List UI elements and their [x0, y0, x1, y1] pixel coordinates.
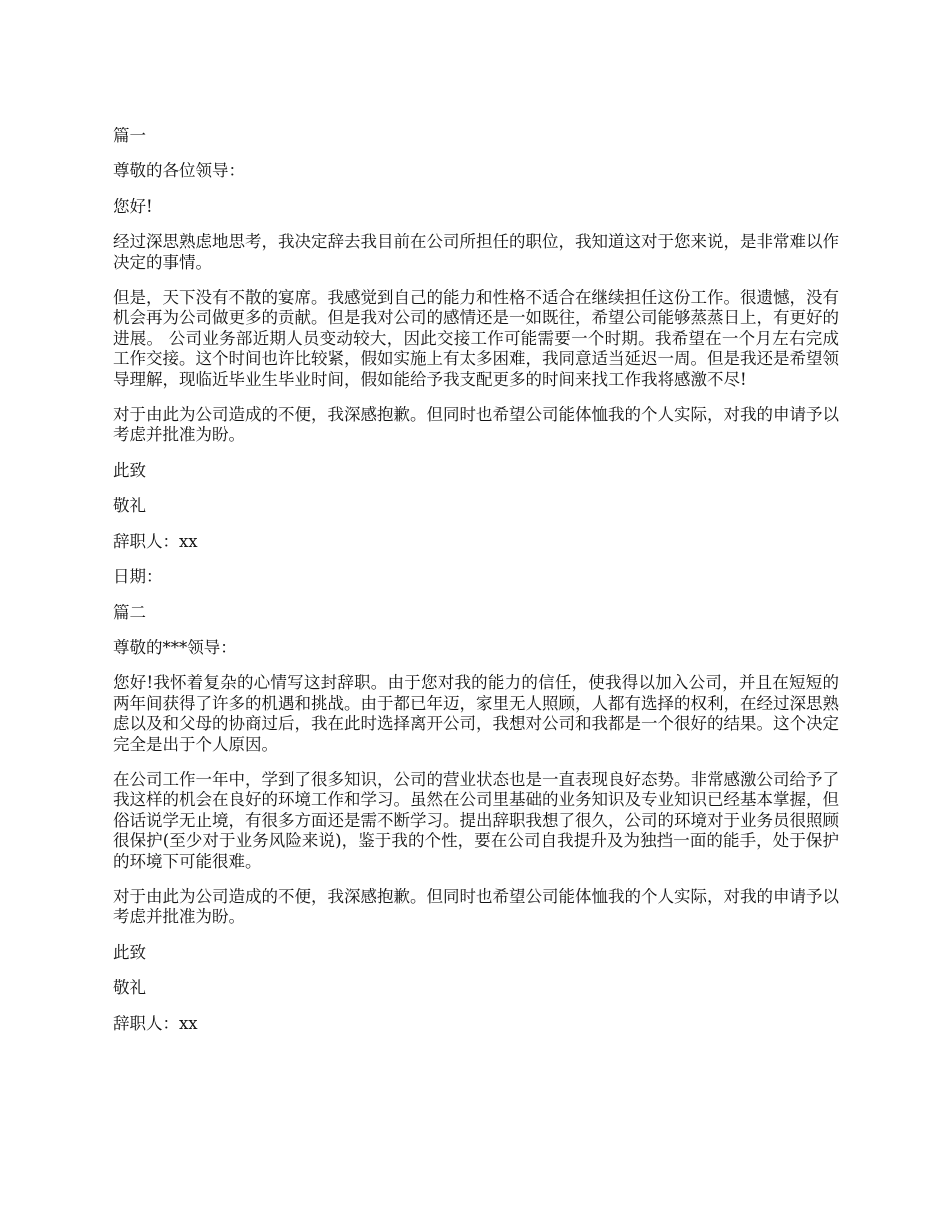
letter1-salutation: 尊敬的各位领导：	[113, 161, 245, 181]
letter1-date: 日期：	[113, 567, 163, 587]
letter1-paragraph-1: 经过深思熟虑地思考，我决定辞去我目前在公司所担任的职位，我知道这对于您来说，是非常难以作决定的事情。	[113, 232, 839, 272]
letter1-paragraph-3: 对于由此为公司造成的不便，我深感抱歉。但同时也希望公司能体恤我的个人实际，对我的申请予以考虑并批准为盼。	[113, 405, 839, 445]
letter2-signature: 辞职人：xx	[113, 1013, 198, 1033]
letter2-paragraph-2: 在公司工作一年中，学到了很多知识，公司的营业状态也是一直表现良好态势。非常感激公司给予了我这样的机会在良好的环境工作和学习。虽然在公司里基础的业务知识及专业知识已经基本掌握，但俗话说学无止境，有很多方面还是需不断学习。提出辞职我想了很久，公司的环境对于业务员很照顾很保护(至少对于业务风险来说)，鉴于我的个性，要在公司自我提升及为独挡一面的能手，处于保护的环境下可能很难。	[113, 769, 839, 871]
letter2-paragraph-1: 您好!我怀着复杂的心情写这封辞职。由于您对我的能力的信任，使我得以加入公司，并且在短短的两年间获得了许多的机遇和挑战。由于都已年迈，家里无人照顾，人都有选择的权利，在经过深思熟虑以及和父母的协商过后，我在此时选择离开公司，我想对公司和我都是一个很好的结果。这个决定完全是出于个人原因。	[113, 673, 839, 754]
letter1-heading: 篇一	[113, 126, 146, 145]
letter2-closing-1: 此致	[113, 942, 146, 962]
letter1-closing-1: 此致	[113, 460, 146, 480]
document-page	[113, 126, 839, 1049]
letter2-heading: 篇二	[113, 602, 146, 622]
letter2-paragraph-3: 对于由此为公司造成的不便，我深感抱歉。但同时也希望公司能体恤我的个人实际，对我的申请予以考虑并批准为盼。	[113, 886, 839, 927]
letter2-closing-2: 敬礼	[113, 978, 146, 998]
letter1-closing-2: 敬礼	[113, 496, 146, 516]
letter2-salutation: 尊敬的***领导：	[113, 637, 237, 657]
letter1-paragraph-2: 但是，天下没有不散的宴席。我感觉到自己的能力和性格不适合在继续担任这份工作。很遗憾，没有机会再为公司做更多的贡献。但是我对公司的感情还是一如既往，希望公司能够蒸蒸日上，有更好的进展。 公司业务部近期人员变动较大，因此交接工作可能需要一个时期。我希望在一个月左右完成工作交接。这个时间也许比较紧，假如实施上有太多困难，我同意适当延迟一周。但是我还是希望领导理解，现临近毕业生毕业时间，假如能给予我支配更多的时间来找工作我将感激不尽!	[113, 288, 839, 389]
letter1-signature: 辞职人：xx	[113, 531, 198, 551]
letter1-greeting: 您好!	[113, 196, 153, 216]
